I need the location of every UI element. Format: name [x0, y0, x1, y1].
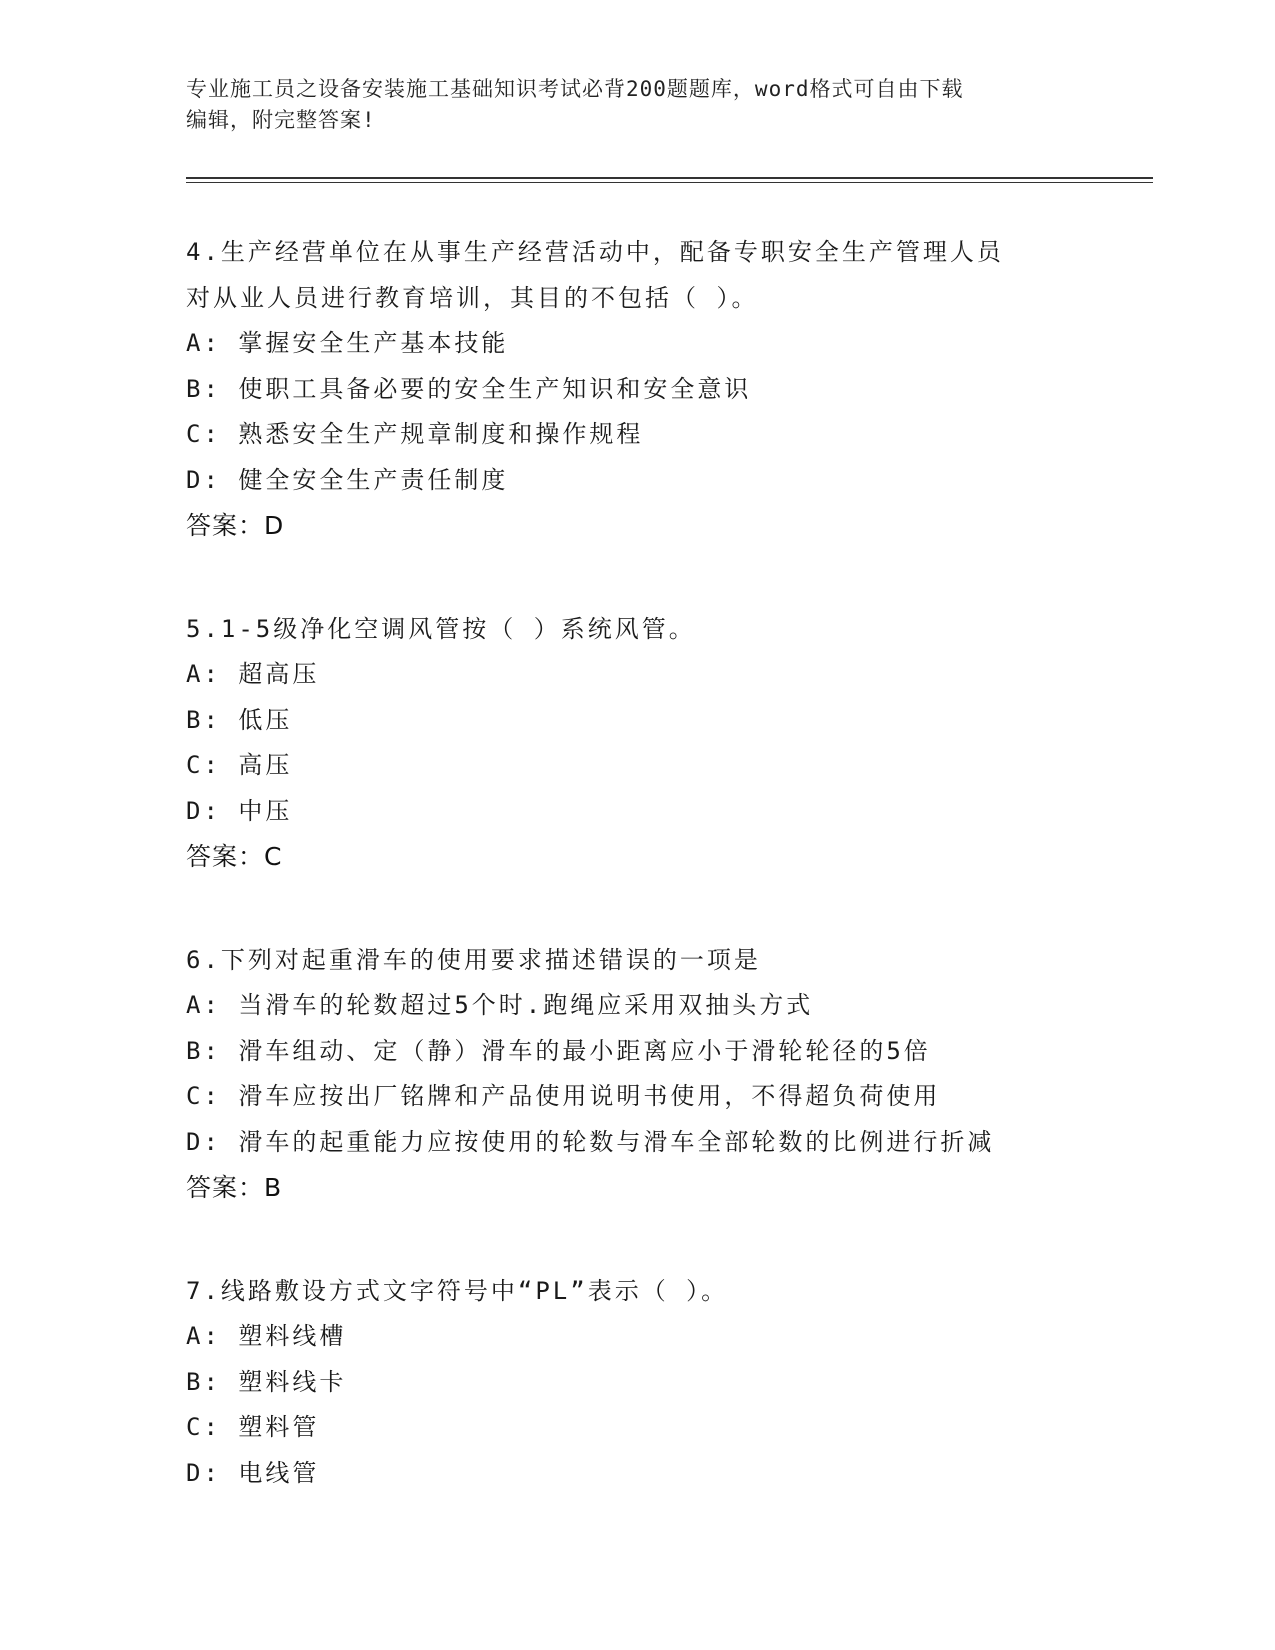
question-5-option-a: A: 超高压: [186, 660, 320, 688]
question-5-answer: 答案：C: [186, 842, 283, 871]
document-header: [186, 74, 1086, 136]
header-divider-thick: [186, 177, 1153, 179]
question-6-answer: 答案：B: [186, 1173, 283, 1202]
question-5-stem: 5.1-5级净化空调风管按（ ）系统风管。: [186, 614, 696, 643]
question-4: [186, 230, 1146, 549]
question-4-answer: 答案：D: [186, 511, 285, 540]
question-7-option-b: B: 塑料线卡: [186, 1367, 347, 1396]
question-7-option-a: A: 塑料线槽: [186, 1322, 347, 1350]
question-7-stem: 7.线路敷设方式文字符号中“PL”表示（ ）。: [186, 1276, 729, 1305]
question-4-option-b: B: 使职工具备必要的安全生产知识和安全意识: [186, 374, 752, 403]
question-4-option-c: C: 熟悉安全生产规章制度和操作规程: [186, 420, 644, 448]
question-7: [186, 1269, 1146, 1497]
header-title-line-1: 专业施工员之设备安装施工基础知识考试必背200题题库，word格式可自由下载: [186, 77, 964, 101]
question-6-option-b: B: 滑车组动、定（静）滑车的最小距离应小于滑轮轮径的5倍: [186, 1036, 931, 1065]
question-7-option-c: C: 塑料管: [186, 1413, 320, 1441]
question-6: [186, 938, 1146, 1211]
question-list: [186, 230, 1146, 1554]
question-5-option-c: C: 高压: [186, 751, 293, 779]
header-title-line-2: 编辑，附完整答案!: [186, 108, 376, 132]
question-5-option-d: D: 中压: [186, 796, 293, 825]
question-6-stem: 6.下列对起重滑车的使用要求描述错误的一项是: [186, 945, 761, 974]
question-4-option-a: A: 掌握安全生产基本技能: [186, 329, 509, 357]
question-4-stem-line-2: 对从业人员进行教育培训，其目的不包括（ ）。: [186, 283, 759, 312]
question-4-option-d: D: 健全安全生产责任制度: [186, 465, 509, 494]
question-5: [186, 607, 1146, 880]
question-6-option-d: D: 滑车的起重能力应按使用的轮数与滑车全部轮数的比例进行折减: [186, 1127, 995, 1156]
header-divider-thin: [186, 182, 1153, 183]
question-7-option-d: D: 电线管: [186, 1458, 320, 1487]
question-6-option-c: C: 滑车应按出厂铭牌和产品使用说明书使用，不得超负荷使用: [186, 1082, 941, 1110]
question-5-option-b: B: 低压: [186, 705, 293, 734]
question-6-option-a: A: 当滑车的轮数超过5个时.跑绳应采用双抽头方式: [186, 991, 814, 1019]
question-4-stem-line-1: 4.生产经营单位在从事生产经营活动中，配备专职安全生产管理人员: [186, 238, 1004, 266]
